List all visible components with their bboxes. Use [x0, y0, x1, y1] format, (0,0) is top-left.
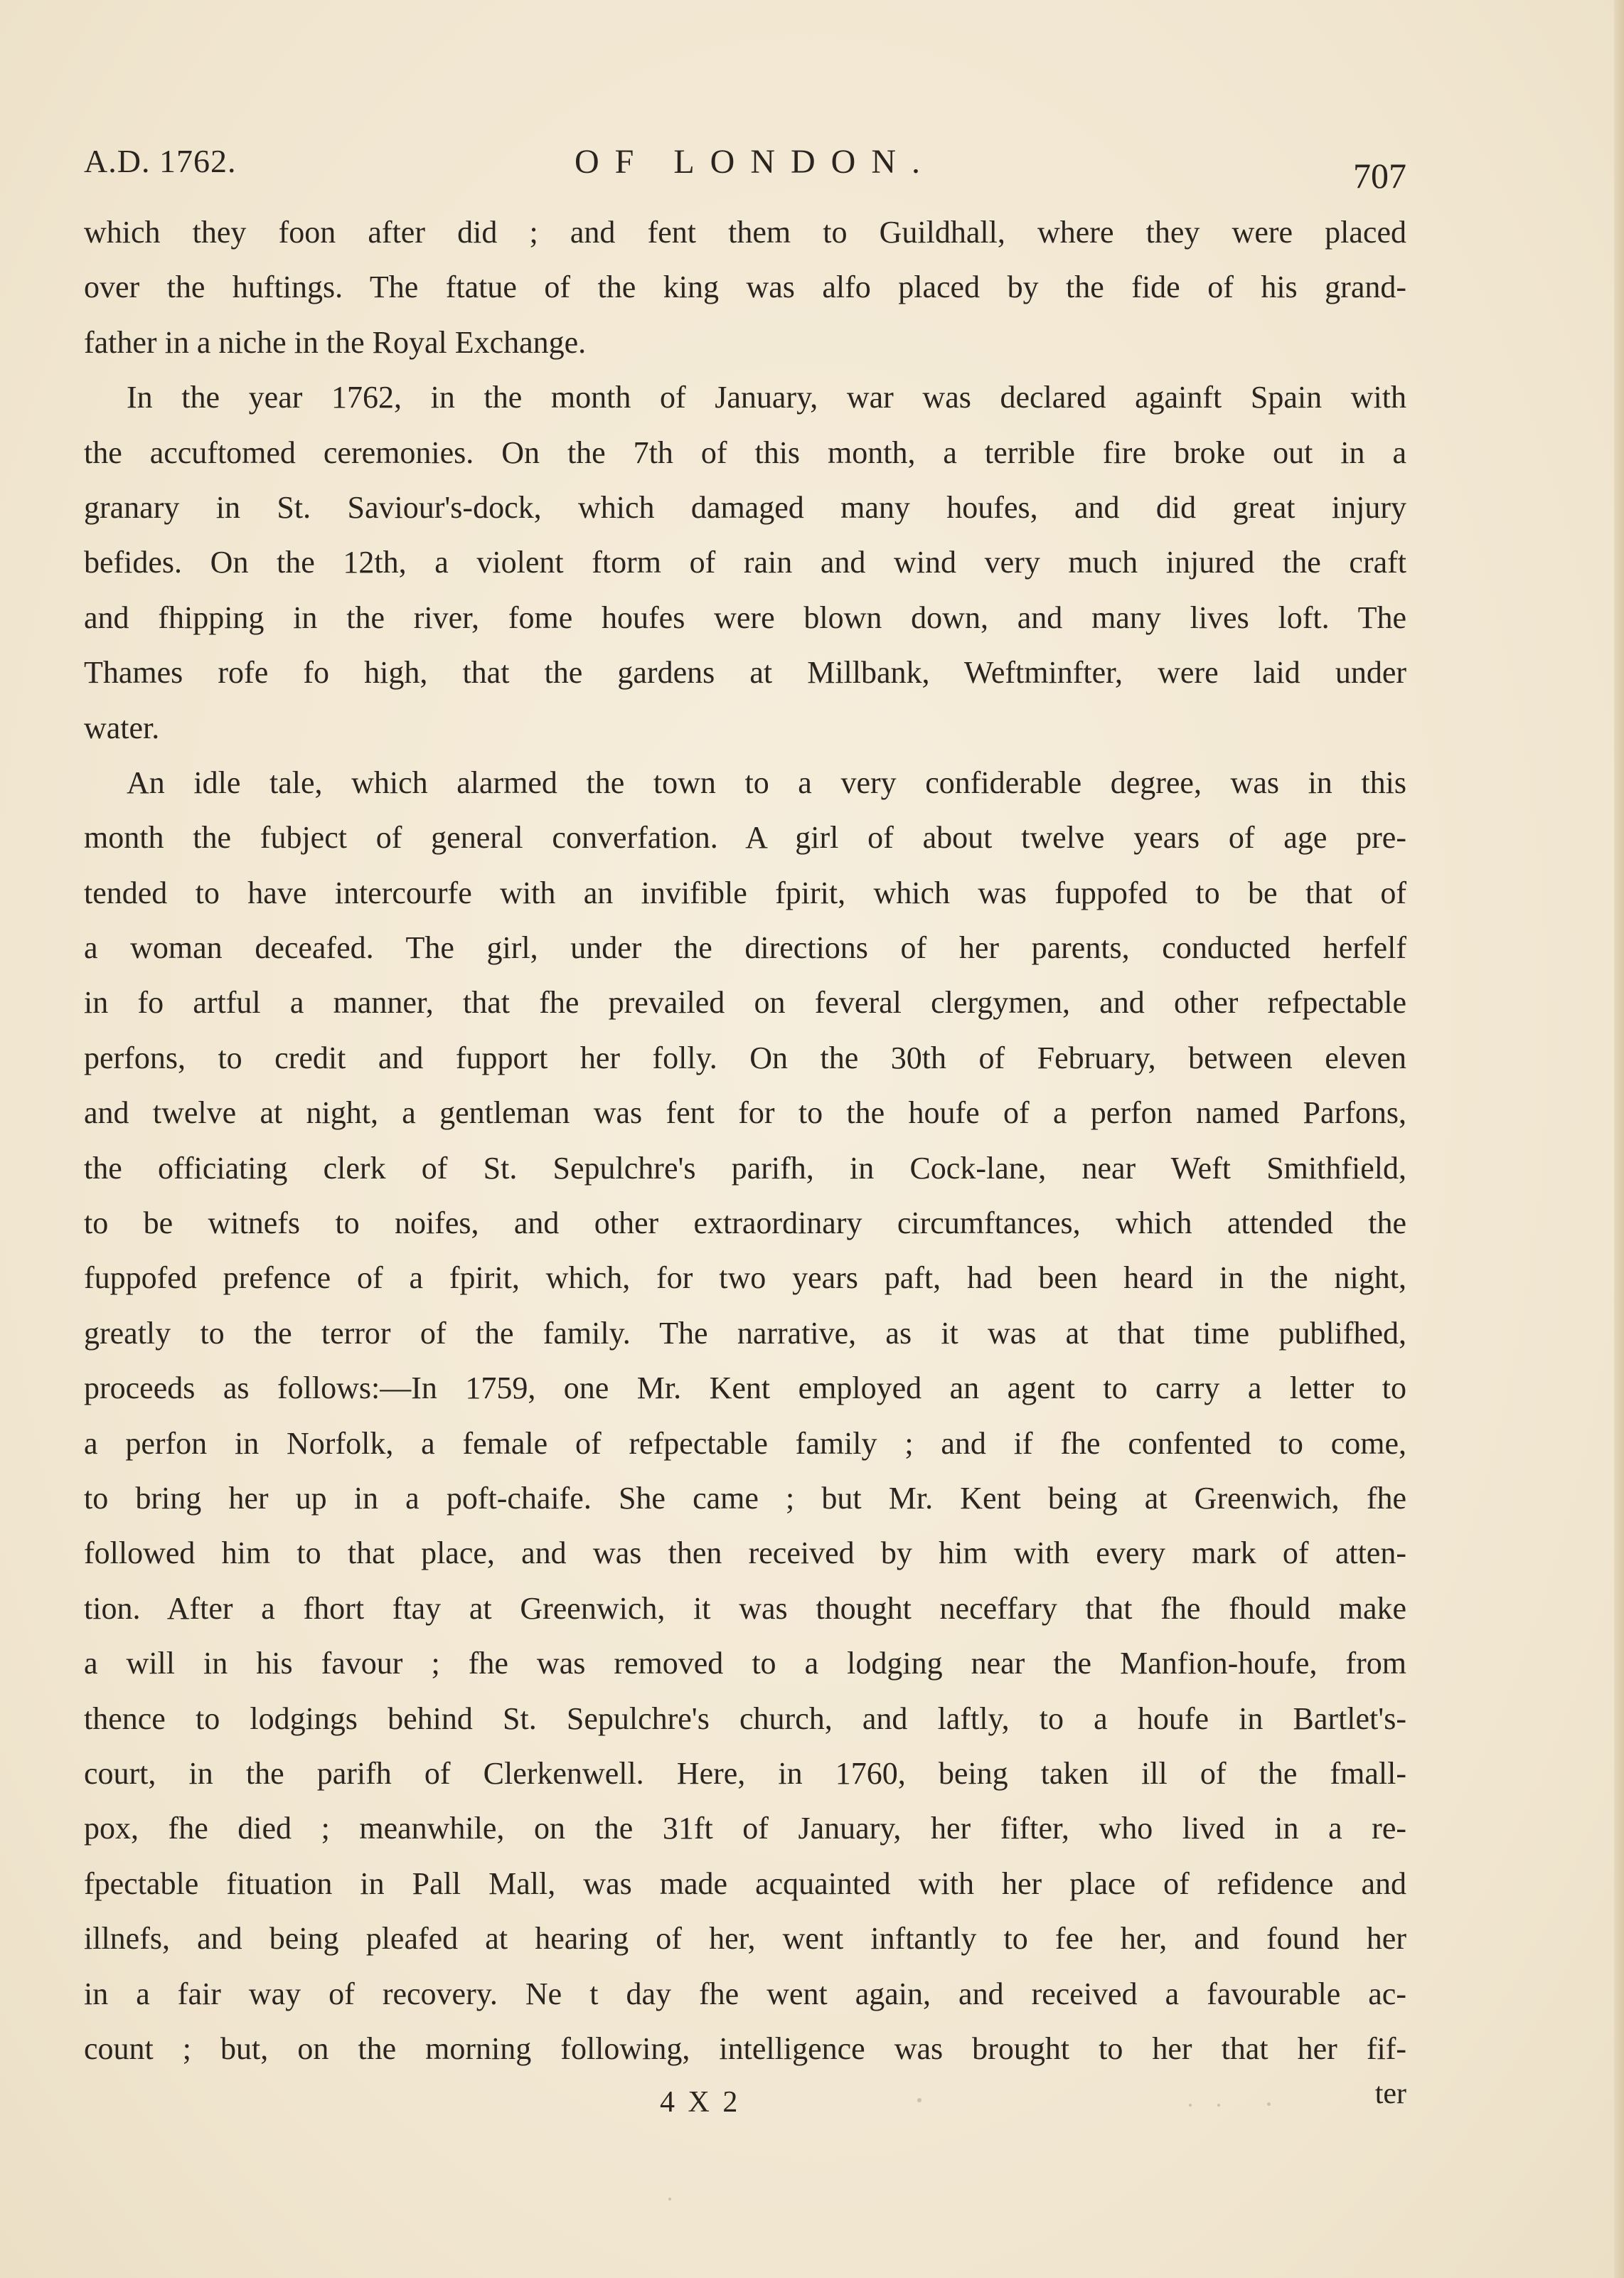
text-line: to be witnefs to noifes, and other extraordinary circumftances, which attended the	[84, 1205, 1406, 1241]
text-line: the accuftomed ceremonies. On the 7th of this month, a terrible fire broke out in a	[84, 435, 1406, 470]
text-line: and twelve at night, a gentleman was fent for to the houfe of a perfon named Parfons,	[84, 1095, 1406, 1131]
text-line: a perfon in Norfolk, a female of refpectable family ; and if fhe confented to come,	[84, 1425, 1406, 1461]
text-line: An idle tale, which alarmed the town to a very confiderable degree, was in this	[127, 765, 1406, 800]
text-line: Thames rofe fo high, that the gardens at Millbank, Weftminfter, were laid under	[84, 655, 1406, 691]
text-line: In the year 1762, in the month of January, war was declared againft Spain with	[127, 380, 1406, 415]
text-line: in fo artful a manner, that fhe prevailed on feveral clergymen, and other refpectable	[84, 985, 1406, 1021]
text-line: fuppofed prefence of a fpirit, which, for two years paft, had been heard in the night,	[84, 1260, 1406, 1296]
text-line: father in a niche in the Royal Exchange.	[84, 324, 587, 360]
text-line: and fhipping in the river, fome houfes were blown down, and many lives loft. The	[84, 600, 1406, 635]
text-line: a will in his favour ; fhe was removed to a lodging near the Manfion-houfe, from	[84, 1646, 1406, 1681]
text-line: the officiating clerk of St. Sepulchre's parifh, in Cock-lane, near Weft Smithfield,	[84, 1150, 1406, 1186]
text-line: followed him to that place, and was then received by him with every mark of atten-	[84, 1535, 1406, 1571]
paper-speck	[668, 2198, 671, 2200]
text-line: in a fair way of recovery. Ne t day fhe went again, and received a favourable ac-	[84, 1976, 1406, 2011]
text-line: a woman deceafed. The girl, under the directions of her parents, conducted herfelf	[84, 930, 1406, 966]
text-line: greatly to the terror of the family. The narrative, as it was at that time publifhed,	[84, 1315, 1406, 1351]
text-line: tion. After a fhort ftay at Greenwich, it was thought neceffary that fhe fhould make	[84, 1590, 1406, 1626]
header-year: A.D. 1762.	[84, 143, 237, 179]
text-line: over the huftings. The ftatue of the king was alfo placed by the fide of his grand-	[84, 270, 1406, 305]
text-line: count ; but, on the morning following, intelligence was brought to her that her fif-	[84, 2030, 1406, 2066]
catchword: ter	[1374, 2077, 1406, 2110]
text-line: tended to have intercourfe with an invifible fpirit, which was fuppofed to be that of	[84, 875, 1406, 910]
text-line: thence to lodgings behind St. Sepulchre's church, and laftly, to a houfe in Bartlet's-	[84, 1700, 1406, 1736]
running-header	[84, 137, 1406, 196]
signature-mark: 4 X 2	[660, 2086, 741, 2119]
text-line: court, in the parifh of Clerkenwell. Here, in 1760, being taken ill of the fmall-	[84, 1755, 1406, 1791]
page-footer	[84, 2077, 1406, 2134]
text-line: fpectable fituation in Pall Mall, was made acquainted with her place of refidence and	[84, 1865, 1406, 1901]
text-line: to bring her up in a poft-chaife. She came ; but Mr. Kent being at Greenwich, fhe	[84, 1480, 1406, 1516]
text-line: befides. On the 12th, a violent ftorm of rain and wind very much injured the craft	[84, 545, 1406, 580]
header-title: OF LONDON.	[575, 143, 936, 181]
text-line: which they foon after did ; and fent them to Guildhall, where they were placed	[84, 215, 1406, 250]
paper-speck	[1189, 2104, 1192, 2107]
text-line: perfons, to credit and fupport her folly. On the 30th of February, between eleven	[84, 1040, 1406, 1075]
text-line: water.	[84, 710, 160, 745]
paper-speck	[1217, 2104, 1220, 2107]
body-text	[84, 205, 1406, 2076]
page-edge-shadow	[1614, 0, 1624, 2278]
text-line: granary in St. Saviour's-dock, which damaged many houfes, and did great injury	[84, 489, 1406, 525]
text-line: illnefs, and being pleafed at hearing of her, went inftantly to fee her, and found her	[84, 1921, 1406, 1957]
page-number: 707	[1353, 156, 1406, 196]
text-line: proceeds as follows:—In 1759, one Mr. Kent employed an agent to carry a letter to	[84, 1370, 1406, 1406]
text-line: pox, fhe died ; meanwhile, on the 31ft of January, her fifter, who lived in a re-	[84, 1811, 1406, 1846]
text-line: month the fubject of general converfation. A girl of about twelve years of age pre-	[84, 820, 1406, 856]
paper-speck	[1267, 2102, 1271, 2106]
paper-speck	[917, 2098, 921, 2102]
